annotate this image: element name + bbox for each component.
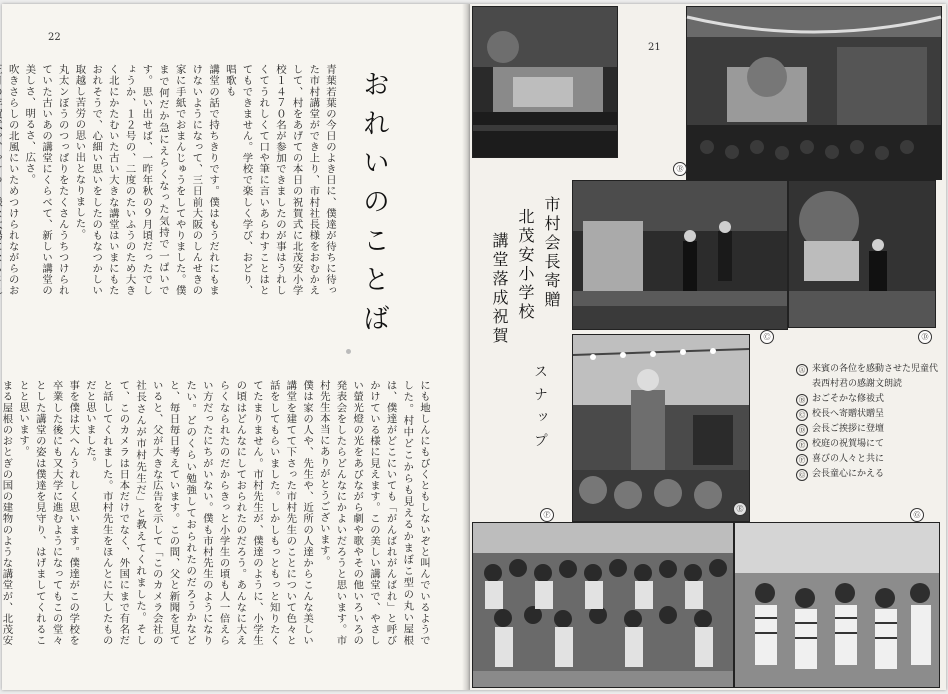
- legend-marker: Ⓐ: [796, 364, 808, 376]
- legend-item: [796, 407, 941, 422]
- essay-paragraph: にも地しんにもびくともしないぞと叫んでいるようでした。村中どこからも見えるかまぼこ型の丸い屋根は、僕達がどこにいても「がんばれがんばれ」と呼びかけている様に見えます。この美しい講堂で、やさしい螢光燈の光をあびながら劇や歌やその他いろいろの発表会をしたらどんなにかよいだろうと思います。市村先生本当にありがとうございます。: [317, 380, 430, 646]
- legend-text: 喜びの人々と共に: [812, 454, 885, 464]
- legend-marker: Ⓓ: [796, 424, 808, 436]
- essay-paragraph: 青葉若葉の今日のよき日に、僕達が待ちに待った市村講堂ができ上り、市村社長様をおむかえして、村をあげての本日の祝賀式に北茂安小学校１４７０名が参加できましたのが事はうれしくてうれしくて口や筆に言いあらわすことはとてもできません。学校で楽しく学び、おどり、唱歌も: [223, 64, 336, 296]
- photo-e-schoolyard: [572, 334, 750, 522]
- photo-d-podium: [788, 180, 936, 328]
- photo-f-group-of-children: [472, 522, 734, 688]
- page-number-right: 21: [648, 42, 661, 53]
- legend-marker: Ⓒ: [796, 409, 808, 421]
- essay-paragraph: まる屋根のおとぎの国の建物のような講堂が、北茂安: [0, 380, 13, 646]
- legend-item: [796, 467, 941, 482]
- legend-text: おごそかな修祓式: [812, 394, 885, 404]
- legend-text: 校庭の祝賀場にて: [812, 439, 885, 449]
- legend-text: 会長童心にかえる: [812, 469, 885, 479]
- photo-b-ceremony-hall: [686, 6, 942, 180]
- legend-marker: Ⓔ: [796, 439, 808, 451]
- left-page: [2, 4, 470, 690]
- heading-line-1: 市村会長寄贈: [542, 196, 561, 310]
- legend-marker: Ⓖ: [796, 469, 808, 481]
- essay-block-top: [6, 64, 338, 296]
- photo-marker-c: Ⓒ: [760, 330, 774, 344]
- legend-item: [796, 422, 941, 437]
- legend-item: [796, 392, 941, 407]
- legend-text: 来賓の各位を感動させた児童代表西村君の感謝文朗読: [812, 364, 939, 389]
- legend-marker: Ⓑ: [796, 394, 808, 406]
- photo-marker-g: Ⓖ: [910, 508, 924, 522]
- legend-marker: Ⓕ: [796, 454, 808, 466]
- essay-paragraph: 講堂の話で持ちきりです。僕はもうだれにもまけないようになって、三日前大阪のしんせきの家に手紙でおまんじゅうをしてやりました。僕まで何だか急にえらくなった気持で一ぱいです。思い出せば、一昨年秋の９月頃だったでしょうか、１２号の、二度のたいふうのため大きく北にかたむいた古い大きな講堂はいまにもたおれそうで、心細い思いをしたのもなつかしい取越し苦労の思い出となりました。: [73, 64, 220, 296]
- legend-item: [796, 437, 941, 452]
- heading-line-3: 講堂落成祝賀: [490, 232, 509, 346]
- page-number-left: 22: [48, 32, 61, 43]
- photo-caption-legend: [796, 362, 941, 482]
- photo-marker-b: Ⓑ: [673, 162, 687, 176]
- legend-text: 会長ご挨拶に登壇: [812, 424, 885, 434]
- essay-paragraph: 丸太ンぼうのつっぱりをたくさんうちつけられていた古いあの講堂にくらべて、新しい講堂の美しさ、明るさ、広さ。: [23, 64, 69, 296]
- photo-c-presentation: [572, 180, 788, 330]
- photo-marker-d: Ⓓ: [918, 330, 932, 344]
- legend-item: [796, 362, 941, 392]
- essay-block-bottom: [0, 380, 432, 646]
- photo-marker-f: Ⓕ: [540, 508, 554, 522]
- heading-line-2: 北茂安小学校: [516, 208, 535, 322]
- photo-marker-e: Ⓔ: [733, 502, 747, 516]
- legend-text: 校長へ寄贈状贈呈: [812, 409, 885, 419]
- essay-paragraph: 事を僕は大へんうれしく思います。僕達がこの学校を卒業した後にも又大学に進むようになってもこの堂々とした講堂の姿は僕達を見守り、はげましてくれることと思います。: [17, 380, 80, 646]
- decorative-dot: [346, 349, 351, 354]
- article-title: おれいのことば: [358, 70, 389, 343]
- photo-g-festive-dancers: [734, 522, 940, 688]
- photo-a-stage: [472, 6, 618, 158]
- essay-paragraph: 僕は家の人や、先生や、近所の人達からこんな美しい講堂を建てて下さった市村先生のことについて色々と話をしてもらいました。しかしもっともっと知りたくてたまりません。市村先生が、僕達のように、小学生の頃はどんなにしておられたのだろう。あんなに大えらくなられたのだからきっと小学生の頃も人一倍えらい方だったにちがいない。僕も市村先生のようになりたい。どのくらい勉強しておられたのだろうかなどと、毎日毎日考えています。この間、父と新聞を見ていると、父が大きな広告を示して「このカメラ会社の社長さんが市村先生だ」と教えてくれました。そして、このカメラは日本だけでなく、外国にまで有名だと話してくれました。市村先生をほんとに大したものだと思いました。: [83, 380, 314, 646]
- essay-paragraph: 吹きさらしの北風にいためつけられながらのお: [6, 64, 19, 296]
- legend-item: [796, 452, 941, 467]
- snap-label: スナップ: [532, 364, 548, 456]
